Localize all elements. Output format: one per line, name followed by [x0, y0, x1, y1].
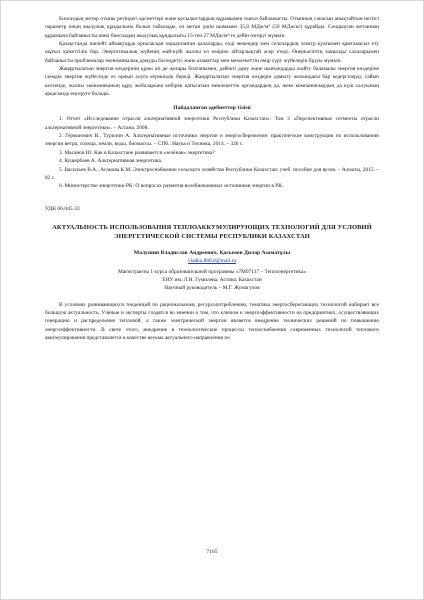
- body-paragraph: Қазақстанда шөлейт аймақтарда орналасқан оқшауланған қалаларды, елді мекендер мен селолардың электр қуатымен қамтамасыз ету шұғыл қажеттілік бар. Энергетикалық жүйенің жай-күйі жалпы ел өміріне айтарлықтай әсер етеді. Өнеркәсіптің маңызды салаларымен байланысты проблемалар экономикалық дамуды бәсеңдетуі және азаматтар мен мемлекеттің өмір сүру жүйелерін бұзуы мүмкін.: [45, 41, 379, 64]
- reference-item: 6. Министерство энергетики РК: О вопросах развития возобновляемых источников энергии в РК.: [59, 183, 284, 190]
- reference-item: 5. Васильев В.А., Асанова К.М. Электроснабжение сельского хозяйства Республики Казахстан: учеб. пособие для вузов. – Алматы, 2015. – 82 с.: [45, 166, 379, 181]
- body-paragraph: Жаңартылатын энергия көздерінің құны азі де жоғары болғанымен, дәйекті даму және шығындарды азайту баламалы энергия көздеріне ілемдік энергия жүйесінде өз орнын алуға мүмкіндік береді. Жаңартылатын энергия көздерін дамыту жолындағы бар кедергілерді, сайып келгенде, жалпы экономиканың құру жобаларына көбірек қатысатын мемлекеттік органдардың да, жеке компаниялардың да күш салуының арқасында еңсеруге болады.: [45, 66, 379, 98]
- reference-item: 3. Масанов Ю. Как в Казахстане развивается «зелёная» энергетика?: [59, 149, 215, 156]
- references-heading: Пайдаланған әдебиеттер тізімі: [173, 105, 251, 112]
- udc-code: УДК 66.045.33: [45, 205, 80, 212]
- reference-item: 2. Германович В., Турилин А. Альтернативные источники энергии и энергосбережение: практические конструкции по использованию энергии ветра, солнца, земли, воды, биомассы. – СПб.: Наука и Техника, 2014. – 320 с.: [45, 133, 379, 148]
- affiliation-line: ЕНУ им. Л.Н. Гумилева, Астана, Казахстан: [162, 276, 262, 283]
- reference-item: 4. Кушербаев А. Альтернативная энергетика.: [59, 158, 163, 165]
- kazakh-text-section: [45, 15, 379, 98]
- authors: Малушин Владислав Андреевич, Қасымов Дилар Азаматұлы: [133, 249, 291, 256]
- supervisor-line: Научный руководитель – М.Г. Жумагулов: [164, 285, 260, 292]
- body-paragraph: Биогаздың мотор отыны ретіндегі қасиеттері және қосылыстардың құрамымен тығыз байланысты. Отынның сапасын анықтайтын негізгі параметр оның жылулық құндылығы болып табылады, ол метан үшін шамамен 35,8 МДж/м³ (50 МДж/кг) құрайды. Сондықтан метанның құрамына байланысты шикі биогаздың жылулық құндылығы 15-тен 27 МДж/м³-ге дейін өзгеруі мүмкін.: [45, 16, 379, 39]
- article-title: АКТУАЛЬНОСТЬ ИСПОЛЬЗОВАНИЯ ТЕПЛОАККУМУЛИРУЮЩИХ ТЕХНОЛОГИЙ ДЛЯ УСЛОВИЙ ЭНЕРГЕТИЧЕСКОЙ СИСТЕМЫ РЕСПУБЛИКИ КАЗАХСТАН: [52, 223, 372, 241]
- reference-item: 1. Отчет «Исследование отрасли альтернативной энергетики Республики Казахстан»: Том 3 «Перспективные сегменты отрасли альтернативной энергетики». – Астана, 2008.: [45, 116, 379, 131]
- affiliation-line: Магистранты 1 курса образовательной программы «7М07117 – Теплоэнергетика»: [117, 268, 307, 275]
- page-number: 7165: [206, 549, 218, 555]
- references-list: [45, 115, 379, 190]
- abstract-paragraph: В условиях развивающихся тенденций по рациональному ресурсопотреблению, тематика энергосберегающих технологий набирает все большую актуальность. Учёные и эксперты сходятся во мнении о том, что ключом к энергоэффективности на предприятиях, осуществляющих генерацию и распределение тепловой, а также электрической энергии является внедрение технических решений по повышению энергоэффективности. В свете этого, внедрение в технологические процессы теплоснабжения современных технологий теплового аккумулирования представляется в качестве весьма актуального направления по: [45, 301, 379, 342]
- author-email-link[interactable]: vladka.888.8@mail.ru: [187, 257, 237, 264]
